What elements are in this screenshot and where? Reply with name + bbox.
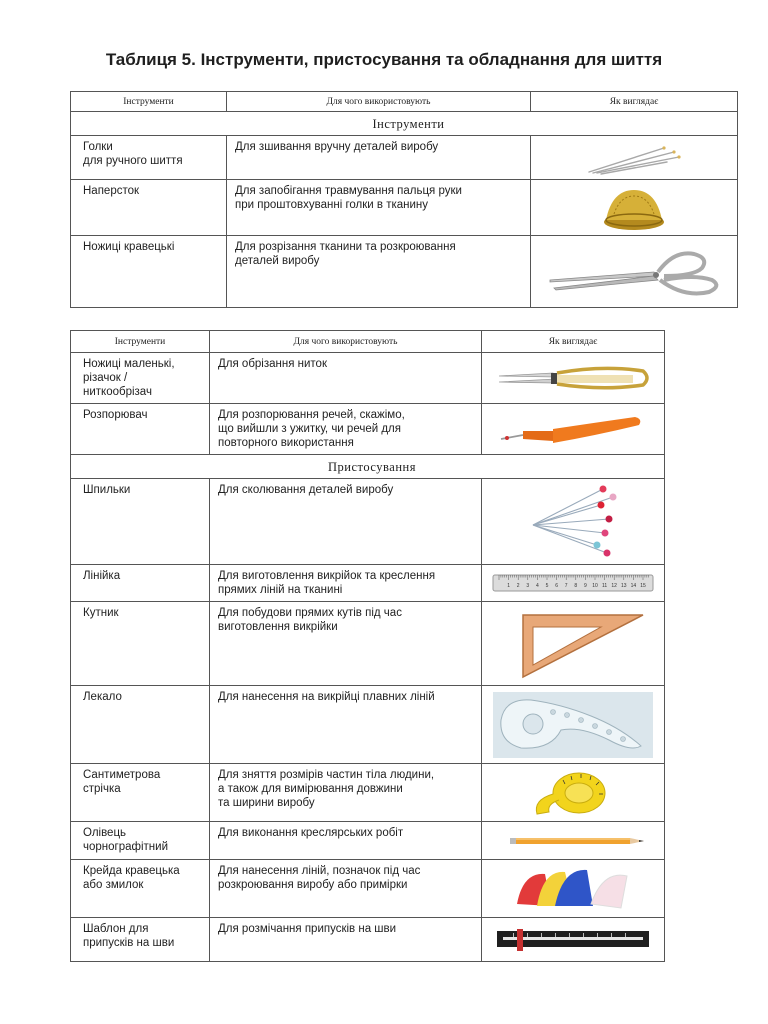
header-look: Як виглядає	[482, 331, 665, 353]
tool-use: Для побудови прямих кутів під час виготовлення викрійки	[210, 602, 482, 686]
tool-name: Ножиці маленькі, різачок / ниткообрізач	[71, 353, 210, 404]
tool-name: Наперсток	[71, 180, 227, 236]
tool-use: Для розрізання тканини та розкроювання деталей виробу	[227, 236, 531, 308]
tool-use: Для зняття розмірів частин тіла людини, а також для вимірювання довжини та ширини виробу	[210, 764, 482, 822]
ruler-tick-label: 2	[516, 583, 520, 589]
tool-use: Для виготовлення викрійок та креслення прямих ліній на тканині	[210, 565, 482, 602]
tool-use: Для сколювання деталей виробу	[210, 479, 482, 565]
tool-name: Голки для ручного шиття	[71, 136, 227, 180]
table-row	[71, 353, 665, 404]
table-row	[71, 136, 738, 180]
tool-name: Олівець чорнографітний	[71, 822, 210, 860]
section-title-tools: Інструменти	[71, 112, 738, 136]
table-row	[71, 764, 665, 822]
thread-snips-icon	[482, 353, 665, 404]
tools-table-2	[70, 330, 665, 962]
header-tools: Інструменти	[71, 331, 210, 353]
tool-use: Для нанесення на викрійці плавних ліній	[210, 686, 482, 764]
ruler-tick-label: 3	[526, 583, 530, 589]
pins-icon	[482, 479, 665, 565]
ruler-tick-label: 8	[574, 583, 578, 589]
set-square-icon	[482, 602, 665, 686]
tool-use: Для зшивання вручну деталей виробу	[227, 136, 531, 180]
ruler-tick-label: 7	[564, 583, 568, 589]
tool-name: Розпорювач	[71, 404, 210, 455]
table-header-row	[71, 331, 665, 353]
needles-icon	[531, 136, 738, 180]
ruler-tick-label: 4	[536, 583, 539, 589]
header-use: Для чого використовують	[210, 331, 482, 353]
tool-name: Крейда кравецька або змилок	[71, 860, 210, 918]
table-row	[71, 236, 738, 308]
section-row-tools	[71, 112, 738, 136]
ruler-tick-label: 10	[592, 583, 598, 589]
table-row	[71, 565, 665, 602]
tool-name: Кутник	[71, 602, 210, 686]
ruler-tick-label: 11	[601, 583, 608, 589]
page-title: Таблиця 5. Інструменти, пристосування та обладнання для шиття	[105, 50, 663, 69]
tool-name: Лінійка	[71, 565, 210, 602]
seam-allowance-template-icon	[482, 918, 665, 962]
tool-name: Шпильки	[71, 479, 210, 565]
tool-use: Для розмічання припусків на шви	[210, 918, 482, 962]
tool-name: Лекало	[71, 686, 210, 764]
header-tools: Інструменти	[71, 92, 227, 112]
tailor-scissors-icon	[531, 236, 738, 308]
tool-use: Для розпорювання речей, скажімо, що вийшли з ужитку, чи речей для повторного використання	[210, 404, 482, 455]
tool-use: Для виконання креслярських робіт	[210, 822, 482, 860]
table-row	[71, 602, 665, 686]
french-curve-icon	[482, 686, 665, 764]
table-row	[71, 918, 665, 962]
table-row	[71, 479, 665, 565]
tool-use: Для обрізання ниток	[210, 353, 482, 404]
section-title-devices: Пристосування	[71, 455, 665, 479]
ruler-tick-label: 1	[507, 583, 510, 589]
tool-use: Для запобігання травмування пальця руки при проштовхуванні голки в тканину	[227, 180, 531, 236]
ruler-tick-label: 13	[621, 583, 627, 589]
tailor-chalk-icon	[482, 860, 665, 918]
table-row	[71, 822, 665, 860]
ruler-tick-label: 14	[630, 583, 637, 589]
ruler-tick-label: 9	[584, 583, 587, 589]
tape-measure-icon	[482, 764, 665, 822]
ruler-tick-label: 6	[555, 583, 558, 589]
ruler-tick-label: 15	[640, 583, 646, 589]
section-row-devices	[71, 455, 665, 479]
table-row	[71, 686, 665, 764]
table-header-row	[71, 92, 738, 112]
seam-ripper-icon	[482, 404, 665, 455]
pencil-icon	[482, 822, 665, 860]
table-row	[71, 860, 665, 918]
header-look: Як виглядає	[531, 92, 738, 112]
table-row	[71, 404, 665, 455]
ruler-icon	[482, 565, 665, 602]
tool-name: Сантиметрова стрічка	[71, 764, 210, 822]
tool-name: Шаблон для припусків на шви	[71, 918, 210, 962]
thimble-icon	[531, 180, 738, 236]
tool-name: Ножиці кравецькі	[71, 236, 227, 308]
header-use: Для чого використовують	[227, 92, 531, 112]
table-row	[71, 180, 738, 236]
tools-table-1	[70, 91, 738, 308]
ruler-tick-label: 5	[545, 583, 549, 589]
tool-use: Для нанесення ліній, позначок під час розкроювання виробу або примірки	[210, 860, 482, 918]
ruler-tick-label: 12	[611, 583, 617, 589]
